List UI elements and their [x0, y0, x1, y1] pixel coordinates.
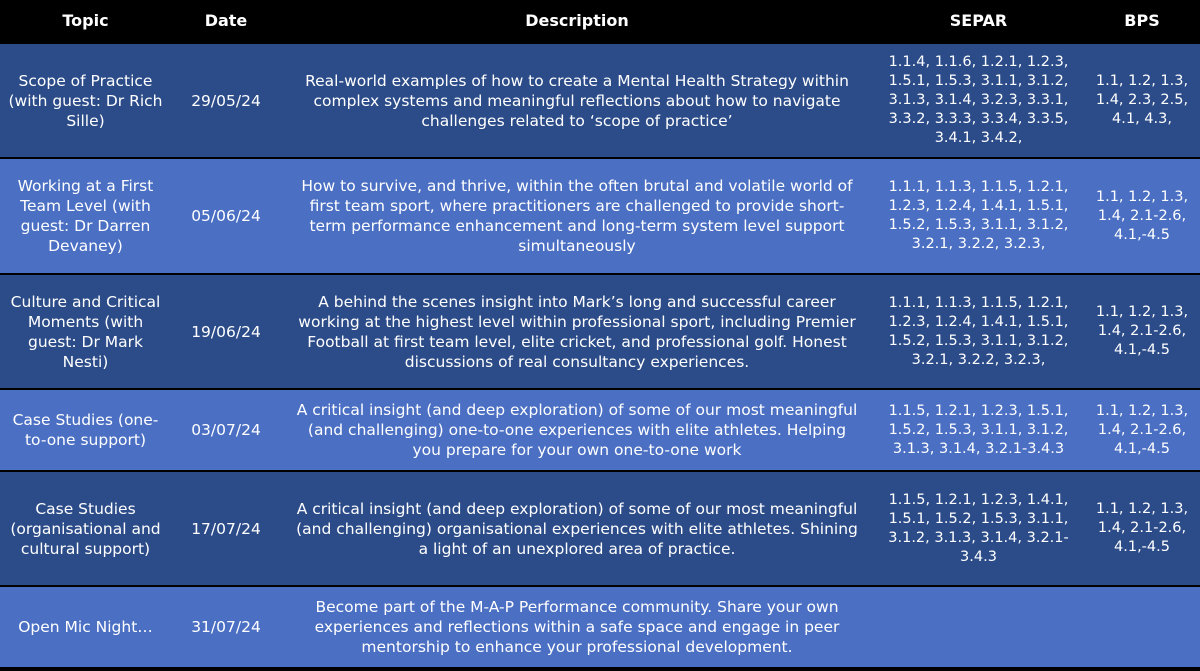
description-cell: Become part of the M-A-P Performance community. Share your own experiences and reflections within a safe space and engage in peer mentorship to enhance your professional development.	[281, 587, 873, 667]
topic-cell: Working at a First Team Level (with guest: Dr Darren Devaney)	[0, 159, 171, 273]
header-topic: Topic	[0, 0, 171, 42]
description-cell: A behind the scenes insight into Mark’s long and successful career working at the highest level within professional sport, including Premier Football at first team level, elite cricket, and professional golf. Honest discussions of real consultancy experiences.	[281, 275, 873, 388]
topic-cell: Culture and Critical Moments (with guest: Dr Mark Nesti)	[0, 275, 171, 388]
date-cell: 31/07/24	[171, 587, 281, 667]
header-separ: SEPAR	[873, 0, 1084, 42]
date-cell: 03/07/24	[171, 390, 281, 470]
bps-cell: 1.1, 1.2, 1.3, 1.4, 2.3, 2.5, 4.1, 4.3,	[1084, 44, 1200, 157]
separ-cell: 1.1.4, 1.1.6, 1.2.1, 1.2.3, 1.5.1, 1.5.3, 3.1.1, 3.1.2, 3.1.3, 3.1.4, 3.2.3, 3.3.1, 3.3.2, 3.3.3, 3.3.4, 3.3.5, 3.4.1, 3.4.2,	[873, 44, 1084, 157]
header-description: Description	[281, 0, 873, 42]
header-date: Date	[171, 0, 281, 42]
separ-cell: 1.1.1, 1.1.3, 1.1.5, 1.2.1, 1.2.3, 1.2.4, 1.4.1, 1.5.1, 1.5.2, 1.5.3, 3.1.1, 3.1.2, 3.2.1, 3.2.2, 3.2.3,	[873, 275, 1084, 388]
bps-cell	[1084, 587, 1200, 667]
topic-cell: Case Studies (organisational and cultural support)	[0, 472, 171, 585]
date-cell: 05/06/24	[171, 159, 281, 273]
description-cell: A critical insight (and deep exploration) of some of our most meaningful (and challenging) one-to-one experiences with elite athletes. Helping you prepare for your own one-to-one work	[281, 390, 873, 470]
topic-cell: Case Studies (one-to-one support)	[0, 390, 171, 470]
separ-cell: 1.1.5, 1.2.1, 1.2.3, 1.4.1, 1.5.1, 1.5.2, 1.5.3, 3.1.1, 3.1.2, 3.1.3, 3.1.4, 3.2.1-3.4.3	[873, 472, 1084, 585]
description-cell: A critical insight (and deep exploration) of some of our most meaningful (and challenging) organisational experiences with elite athletes. Shining a light of an unexplored area of practice.	[281, 472, 873, 585]
bps-cell: 1.1, 1.2, 1.3, 1.4, 2.1-2.6, 4.1,-4.5	[1084, 472, 1200, 585]
bps-cell: 1.1, 1.2, 1.3, 1.4, 2.1-2.6, 4.1,-4.5	[1084, 275, 1200, 388]
bps-cell: 1.1, 1.2, 1.3, 1.4, 2.1-2.6, 4.1,-4.5	[1084, 159, 1200, 273]
description-cell: How to survive, and thrive, within the often brutal and volatile world of first team sport, where practitioners are challenged to provide short-term performance enhancement and long-term system level support simultaneously	[281, 159, 873, 273]
date-cell: 19/06/24	[171, 275, 281, 388]
date-cell: 17/07/24	[171, 472, 281, 585]
header-bps: BPS	[1084, 0, 1200, 42]
separ-cell: 1.1.1, 1.1.3, 1.1.5, 1.2.1, 1.2.3, 1.2.4, 1.4.1, 1.5.1, 1.5.2, 1.5.3, 3.1.1, 3.1.2, 3.2.1, 3.2.2, 3.2.3,	[873, 159, 1084, 273]
separ-cell: 1.1.5, 1.2.1, 1.2.3, 1.5.1, 1.5.2, 1.5.3, 3.1.1, 3.1.2, 3.1.3, 3.1.4, 3.2.1-3.4.3	[873, 390, 1084, 470]
bps-cell: 1.1, 1.2, 1.3, 1.4, 2.1-2.6, 4.1,-4.5	[1084, 390, 1200, 470]
description-cell: Real-world examples of how to create a Mental Health Strategy within complex systems and meaningful reflections about how to navigate challenges related to ‘scope of practice’	[281, 44, 873, 157]
date-cell: 29/05/24	[171, 44, 281, 157]
topic-cell: Scope of Practice (with guest: Dr Rich Sille)	[0, 44, 171, 157]
topic-cell: Open Mic Night…	[0, 587, 171, 667]
separ-cell	[873, 587, 1084, 667]
